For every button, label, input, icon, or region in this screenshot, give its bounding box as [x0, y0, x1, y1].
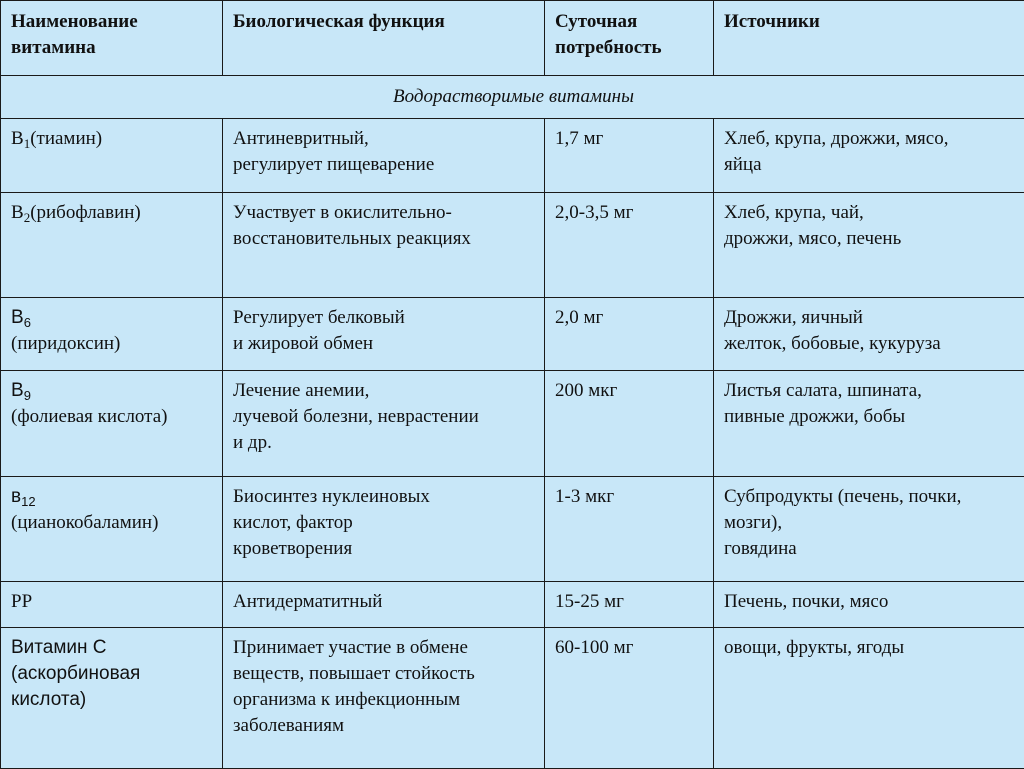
header-sources: Источники	[714, 1, 1024, 76]
vitamin-sources: овощи, фрукты, ягоды	[714, 628, 1024, 769]
vitamin-daily: 200 мкг	[545, 371, 714, 477]
vitamin-name: $в_{12}$ (цианокобаламин)	[1, 477, 223, 582]
vitamin-function: Принимает участие в обмене веществ, повышает стойкость организма к инфекционным заболеваниям	[223, 628, 545, 769]
table-row	[1, 628, 1024, 769]
vitamin-daily: 2,0-3,5 мг	[545, 193, 714, 298]
vitamin-sources: Хлеб, крупа, чай, дрожжи, мясо, печень	[714, 193, 1024, 298]
table-row	[1, 298, 1024, 371]
vitamin-daily: 1-3 мкг	[545, 477, 714, 582]
vitamin-sources: Хлеб, крупа, дрожжи, мясо, яйца	[714, 119, 1024, 193]
vitamin-function: Лечение анемии, лучевой болезни, неврастении и др.	[223, 371, 545, 477]
vitamin-function: Антиневритный, регулирует пищеварение	[223, 119, 545, 193]
table-row	[1, 477, 1024, 582]
vitamin-name: $B_2(рибофлавин)$	[1, 193, 223, 298]
header-row	[1, 1, 1024, 76]
table-row	[1, 582, 1024, 628]
section-title: Водорастворимые витамины	[1, 76, 1024, 119]
vitamin-name: Витамин С (аскорбиновая кислота)	[1, 628, 223, 769]
vitamin-sources: Дрожжи, яичный желток, бобовые, кукуруза	[714, 298, 1024, 371]
section-row	[1, 76, 1024, 119]
vitamin-function: Регулирует белковый и жировой обмен	[223, 298, 545, 371]
vitamin-sources: Печень, почки, мясо	[714, 582, 1024, 628]
vitamin-sources: Листья салата, шпината, пивные дрожжи, бобы	[714, 371, 1024, 477]
vitamin-name: $В_9$ (фолиевая кислота)	[1, 371, 223, 477]
table-row	[1, 119, 1024, 193]
vitamin-function: Антидерматитный	[223, 582, 545, 628]
vitamin-daily: 1,7 мг	[545, 119, 714, 193]
vitamin-daily: 2,0 мг	[545, 298, 714, 371]
vitamin-name: PP	[1, 582, 223, 628]
vitamin-function: Участвует в окислительно- восстановительных реакциях	[223, 193, 545, 298]
vitamin-function: Биосинтез нуклеиновых кислот, фактор кроветворения	[223, 477, 545, 582]
table-row	[1, 371, 1024, 477]
vitamin-name: $B_1(тиамин)$	[1, 119, 223, 193]
table-row	[1, 193, 1024, 298]
header-daily: Суточная потребность	[545, 1, 714, 76]
header-name: Наименование витамина	[1, 1, 223, 76]
vitamin-name: $В_6$ (пиридоксин)	[1, 298, 223, 371]
vitamin-daily: 15-25 мг	[545, 582, 714, 628]
vitamin-daily: 60-100 мг	[545, 628, 714, 769]
header-function: Биологическая функция	[223, 1, 545, 76]
vitamin-sources: Субпродукты (печень, почки, мозги), говядина	[714, 477, 1024, 582]
